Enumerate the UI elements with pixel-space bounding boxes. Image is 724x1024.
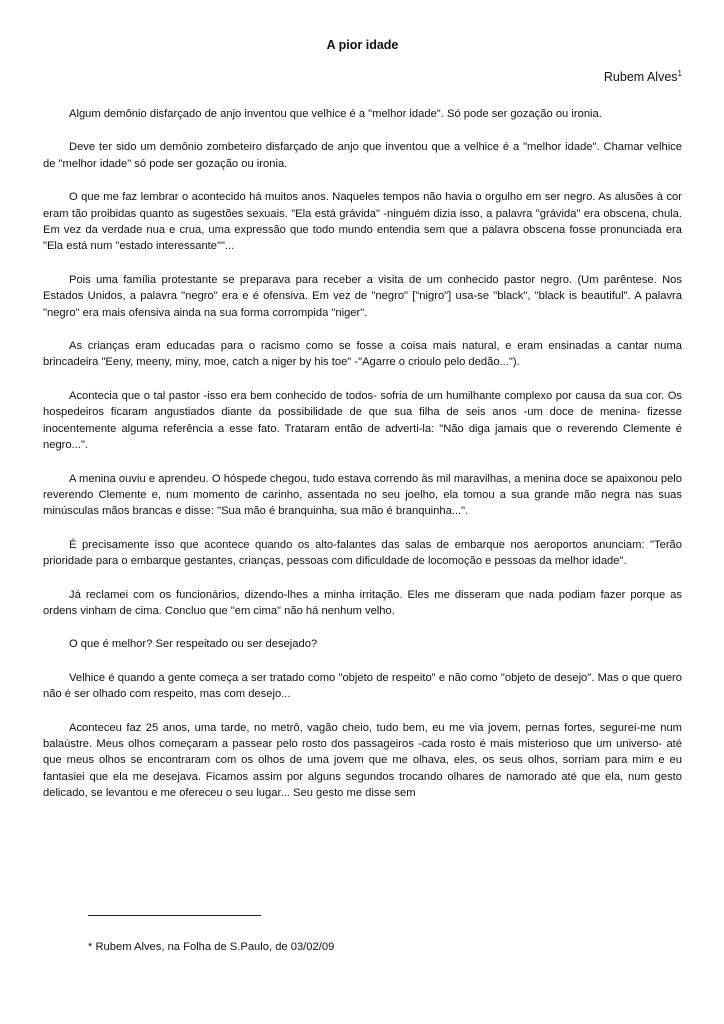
paragraph: Pois uma família protestante se preparava para receber a visita de um conhecido pastor negro. (Um parêntese. Nos Estados Unidos, a palavra "negro" era e é ofensiva. Em vez de "negro" ["nigro"] usa-se "black", "black is beautiful". A palavra "negro" era mais ofensiva ainda na sua forma corrompida "niger". bbox=[43, 273, 682, 319]
paragraph: A menina ouviu e aprendeu. O hóspede chegou, tudo estava correndo às mil maravilhas, a menina doce se apaixonou pelo reverendo Clemente e, num momento de carinho, assentada no seu joelho, ela tomou a sua grande mão negra nas suas minúsculas mãos brancas e disse: "Sua mão é branquinha, sua mão é branquinha...". bbox=[43, 472, 682, 518]
article-body bbox=[43, 106, 682, 802]
paragraph: Acontecia que o tal pastor -isso era bem conhecido de todos- sofria de um humilhante complexo por causa da sua cor. Os hospedeiros ficaram angustiados diante da possibilidade de que sua filha de seis anos -um doce de menina- fizesse inocentemente alguma referência a esse fato. Trataram então de adverti-la: "Não diga jamais que o reverendo Clemente é negro...". bbox=[43, 389, 682, 452]
document-title: A pior idade bbox=[326, 38, 399, 52]
footnote-marker: 1 bbox=[677, 68, 682, 78]
paragraph: O que é melhor? Ser respeitado ou ser desejado? bbox=[69, 638, 318, 651]
paragraph: É precisamente isso que acontece quando os alto-falantes das salas de embarque nos aeroportos anunciam: "Terão prioridade para o embarque gestantes, crianças, pessoas com dificuldade de locomoção e pessoas da melhor idade". bbox=[43, 538, 682, 568]
paragraph: As crianças eram educadas para o racismo como se fosse a coisa mais natural, e eram ensinadas a cantar numa brincadeira "Eeny, meeny, miny, moe, catch a niger by his toe" -"Agarre o crioulo pelo dedão..."). bbox=[43, 340, 682, 369]
paragraph: Deve ter sido um demônio zombeteiro disfarçado de anjo que inventou que a velhice é a "melhor idade". Chamar velhice de "melhor idade" só pode ser gozação ou ironia. bbox=[43, 141, 682, 170]
footnote-divider bbox=[88, 915, 261, 916]
paragraph: Já reclamei com os funcionários, dizendo-lhes a minha irritação. Eles me disseram que nada podiam fazer porque as ordens vinham de cima. Concluo que "em cima" não há nenhum velho. bbox=[43, 588, 682, 617]
paragraph: Velhice é quando a gente começa a ser tratado como "objeto de respeito" e não como "objeto de desejo". Mas o que quero não é ser olhado com respeito, mas com desejo... bbox=[43, 671, 682, 701]
footnote-text: * Rubem Alves, na Folha de S.Paulo, de 03/02/09 bbox=[88, 941, 335, 953]
author-name: Rubem Alves bbox=[603, 70, 678, 84]
author-line bbox=[604, 70, 682, 84]
paragraph: Aconteceu faz 25 anos, uma tarde, no metrô, vagão cheio, tudo bem, eu me via jovem, pernas fortes, segurei-me num balaústre. Meus olhos começaram a passear pelo rosto dos passageiros -cada rosto é mais misterioso que um universo- até que meus olhos se encontraram com os olhos de uma jovem que me olhava, eles, os seus olhos, sorriam para mim e eu fantasiei que ela me desejava. Ficamos assim por alguns segundos trocando olhares de namorado até que ela, num gesto delicado, se levantou e me ofereceu o seu lugar... Seu gesto me disse sem bbox=[43, 721, 682, 800]
paragraph: Algum demônio disfarçado de anjo inventou que velhice é a "melhor idade". Só pode ser gozação ou ironia. bbox=[69, 108, 602, 120]
paragraph: O que me faz lembrar o acontecido há muitos anos. Naqueles tempos não havia o orgulho em ser negro. As alusões à cor eram tão proibidas quanto as sugestões sexuais. "Ela está grávida" -ninguém dizia isso, a palavra "grávida" era obscena, chula. Em vez da verdade nua e crua, uma expressão que todo mundo entendia sem que a palavra obscena fosse pronunciada era "Ela está num "estado interessante""... bbox=[43, 191, 682, 253]
